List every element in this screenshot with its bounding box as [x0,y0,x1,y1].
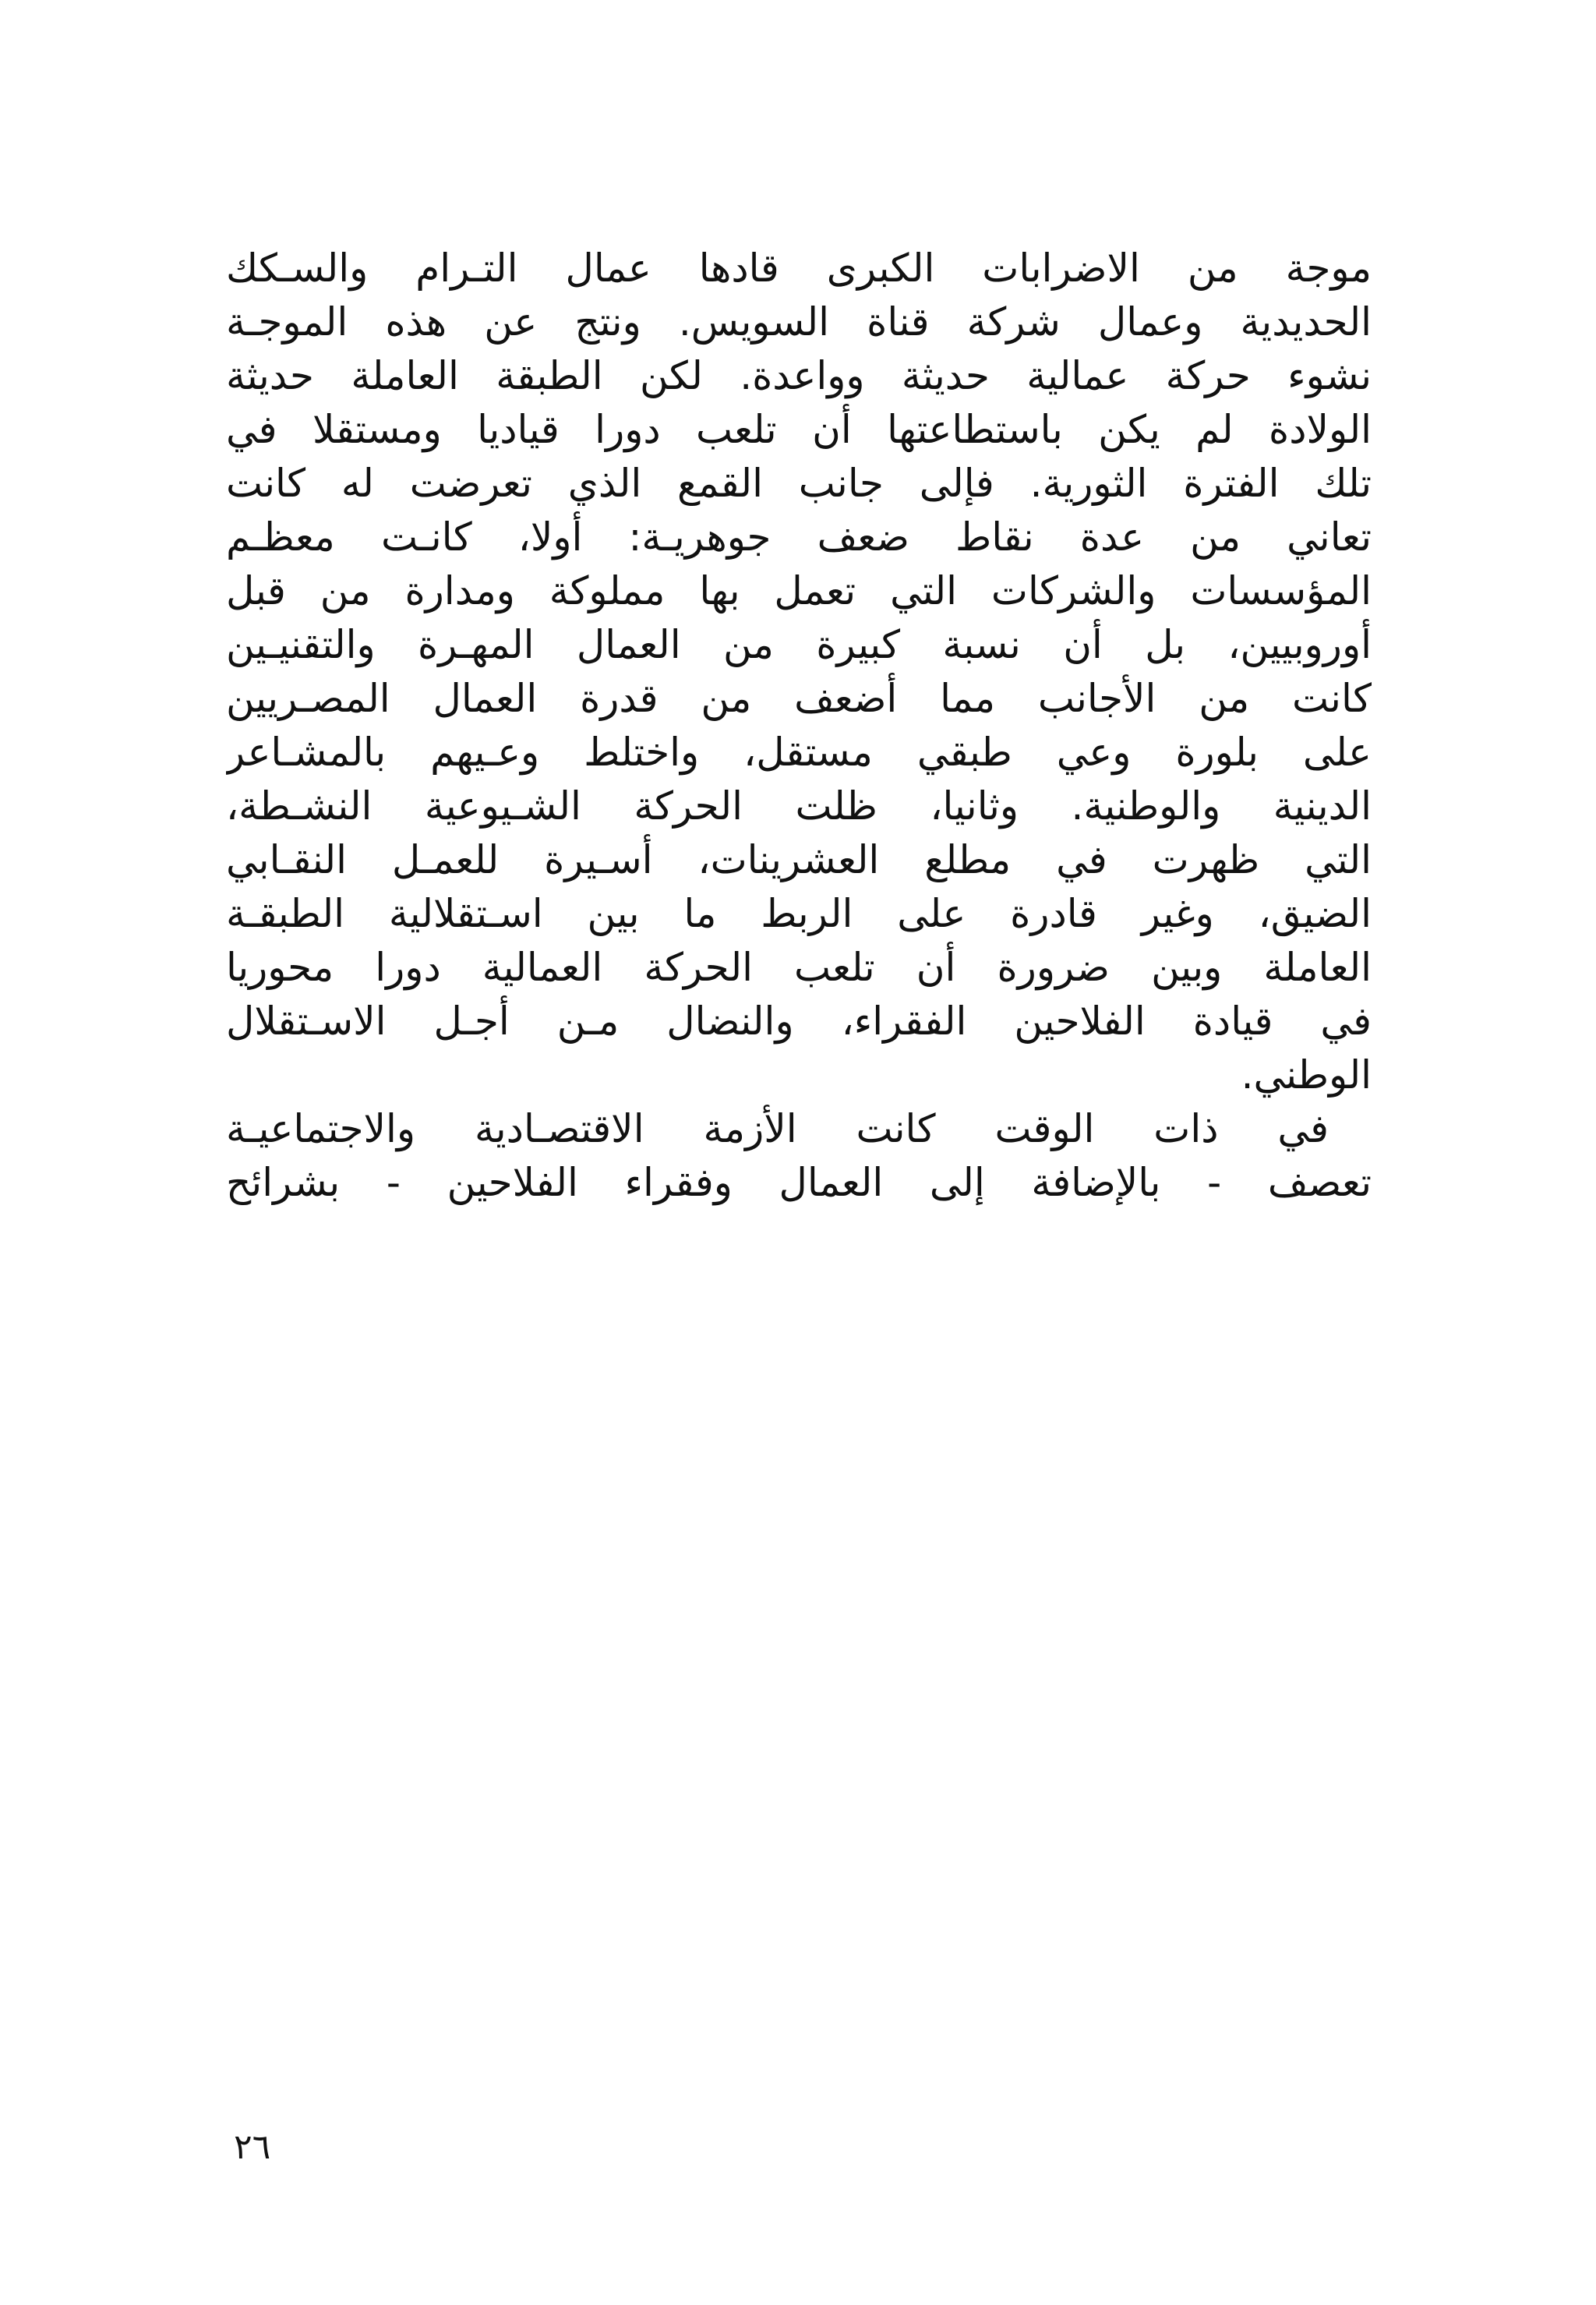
text-line: الحديدية وعمال شركة قناة السويس. ونتج عن هذه الموجـة [226,299,1372,345]
text-line: على بلورة وعي طبقي مستقل، واختلط وعـيهم بالمشـاعر [226,730,1372,775]
text-line: في ذات الوقت كانت الأزمة الاقتصـادية والاجتماعيـة [226,1106,1329,1151]
text-line: تلك الفترة الثورية. فإلى جانب القمع الذي تعرضت له كانت [226,461,1372,506]
text-line: تعاني من عدة نقاط ضعف جوهريـة: أولا، كانـت معظـم [226,514,1372,560]
body-text [226,242,1372,1210]
text-line: نشوء حركة عمالية حديثة وواعدة. لكن الطبقة العاملة حديثة [226,353,1372,398]
page-number: ٢٦ [234,2127,271,2167]
text-line: العاملة وبين ضرورة أن تلعب الحركة العمالية دورا محوريا [226,945,1372,990]
text-line: الولادة لم يكن باستطاعتها أن تلعب دورا قياديا ومستقلا في [226,407,1372,452]
text-line: المؤسسات والشركات التي تعمل بها مملوكة ومدارة من قبل [226,568,1372,613]
text-line: في قيادة الفلاحين الفقراء، والنضال مـن أجـل الاسـتقلال [226,999,1372,1044]
text-line: الدينية والوطنية. وثانيا، ظلت الحركة الشـيوعية النشـطة، [226,783,1372,829]
text-line: تعصف - بالإضافة إلى العمال وفقراء الفلاحين - بشرائح [226,1160,1372,1205]
text-line: الوطني. [1241,1052,1372,1098]
text-line: موجة من الاضرابات الكبرى قادها عمال التـرام والسـكك [226,246,1372,291]
text-line: الضيق، وغير قادرة على الربط ما بين اسـتقلالية الطبقـة [226,891,1372,936]
text-line: كانت من الأجانب مما أضعف من قدرة العمال المصـريين [226,676,1372,721]
text-line: التي ظهرت في مطلع العشرينات، أسـيرة للعمـل النقـابي [226,837,1372,882]
text-line: أوروبيين، بل أن نسبة كبيرة من العمال المهـرة والتقنيـين [226,622,1372,667]
